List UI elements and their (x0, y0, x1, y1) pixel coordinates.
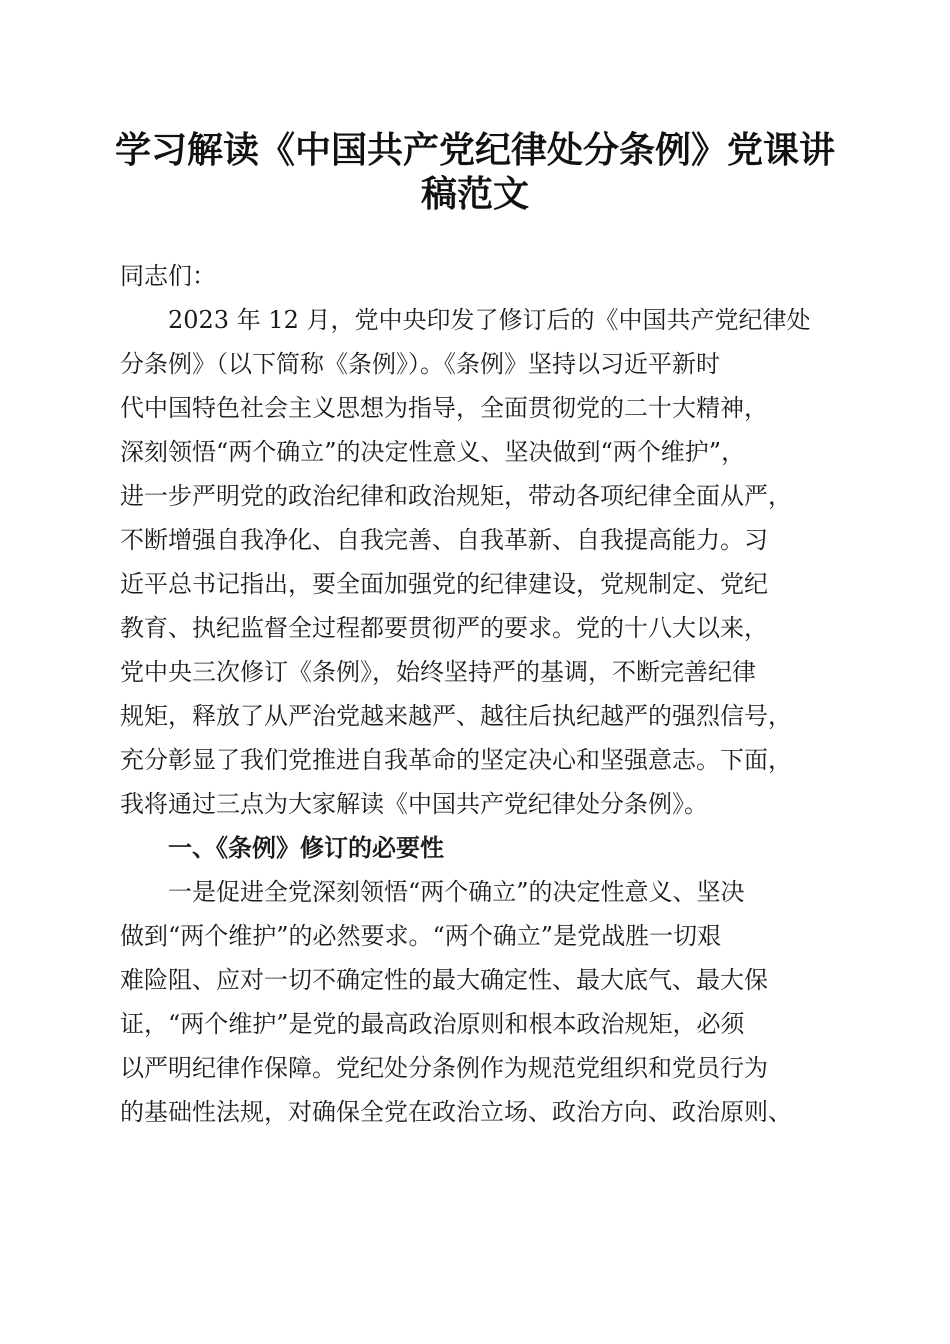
paragraph-line: 近平总书记指出，要全面加强党的纪律建设，党规制定、党纪 (120, 570, 768, 598)
paragraph-line: 党中央三次修订《条例》，始终坚持严的基调，不断完善纪律 (120, 658, 756, 686)
paragraph-line: 进一步严明党的政治纪律和政治规矩，带动各项纪律全面从严， (120, 482, 792, 510)
paragraph-line: 难险阻、应对一切不确定性的最大确定性、最大底气、最大保 (120, 966, 768, 994)
paragraph-line: 一是促进全党深刻领悟“两个确立”的决定性意义、坚决 (168, 878, 745, 906)
paragraph-line: 做到“两个维护”的必然要求。“两个确立”是党战胜一切艰 (120, 922, 722, 950)
paragraph-line: 教育、执纪监督全过程都要贯彻严的要求。党的十八大以来， (120, 614, 768, 642)
document-title (95, 128, 855, 216)
paragraph-line: 的基础性法规，对确保全党在政治立场、政治方向、政治原则、 (120, 1098, 792, 1126)
point-one-paragraph (120, 870, 840, 1134)
paragraph-line: 以严明纪律作保障。党纪处分条例作为规范党组织和党员行为 (120, 1054, 768, 1082)
document-body (120, 250, 840, 1134)
title-line: 学习解读《中国共产党纪律处分条例》党课讲 (114, 129, 835, 171)
paragraph-line: 深刻领悟“两个确立”的决定性意义、坚决做到“两个维护”， (120, 438, 746, 466)
paragraph-line: 代中国特色社会主义思想为指导，全面贯彻党的二十大精神， (120, 394, 768, 422)
paragraph-line: 证，“两个维护”是党的最高政治原则和根本政治规矩，必须 (120, 1010, 745, 1038)
paragraph-line: 不断增强自我净化、自我完善、自我革新、自我提高能力。习 (120, 526, 768, 554)
salutation: 同志们： (120, 262, 216, 290)
paragraph-line: 分条例》（以下简称《条例》）。《条例》坚持以习近平新时 (120, 350, 720, 378)
intro-paragraph (120, 298, 840, 826)
paragraph-line: 2023 年 12 月，党中央印发了修订后的《中国共产党纪律处 (168, 306, 811, 334)
title-line: 稿范文 (420, 173, 529, 215)
paragraph-line: 充分彰显了我们党推进自我革命的坚定决心和坚强意志。下面， (120, 746, 792, 774)
paragraph-line: 我将通过三点为大家解读《中国共产党纪律处分条例》。 (120, 790, 708, 818)
paragraph-line: 规矩，释放了从严治党越来越严、越往后执纪越严的强烈信号， (120, 702, 792, 730)
section-heading: 一、《条例》修订的必要性 (168, 834, 444, 862)
